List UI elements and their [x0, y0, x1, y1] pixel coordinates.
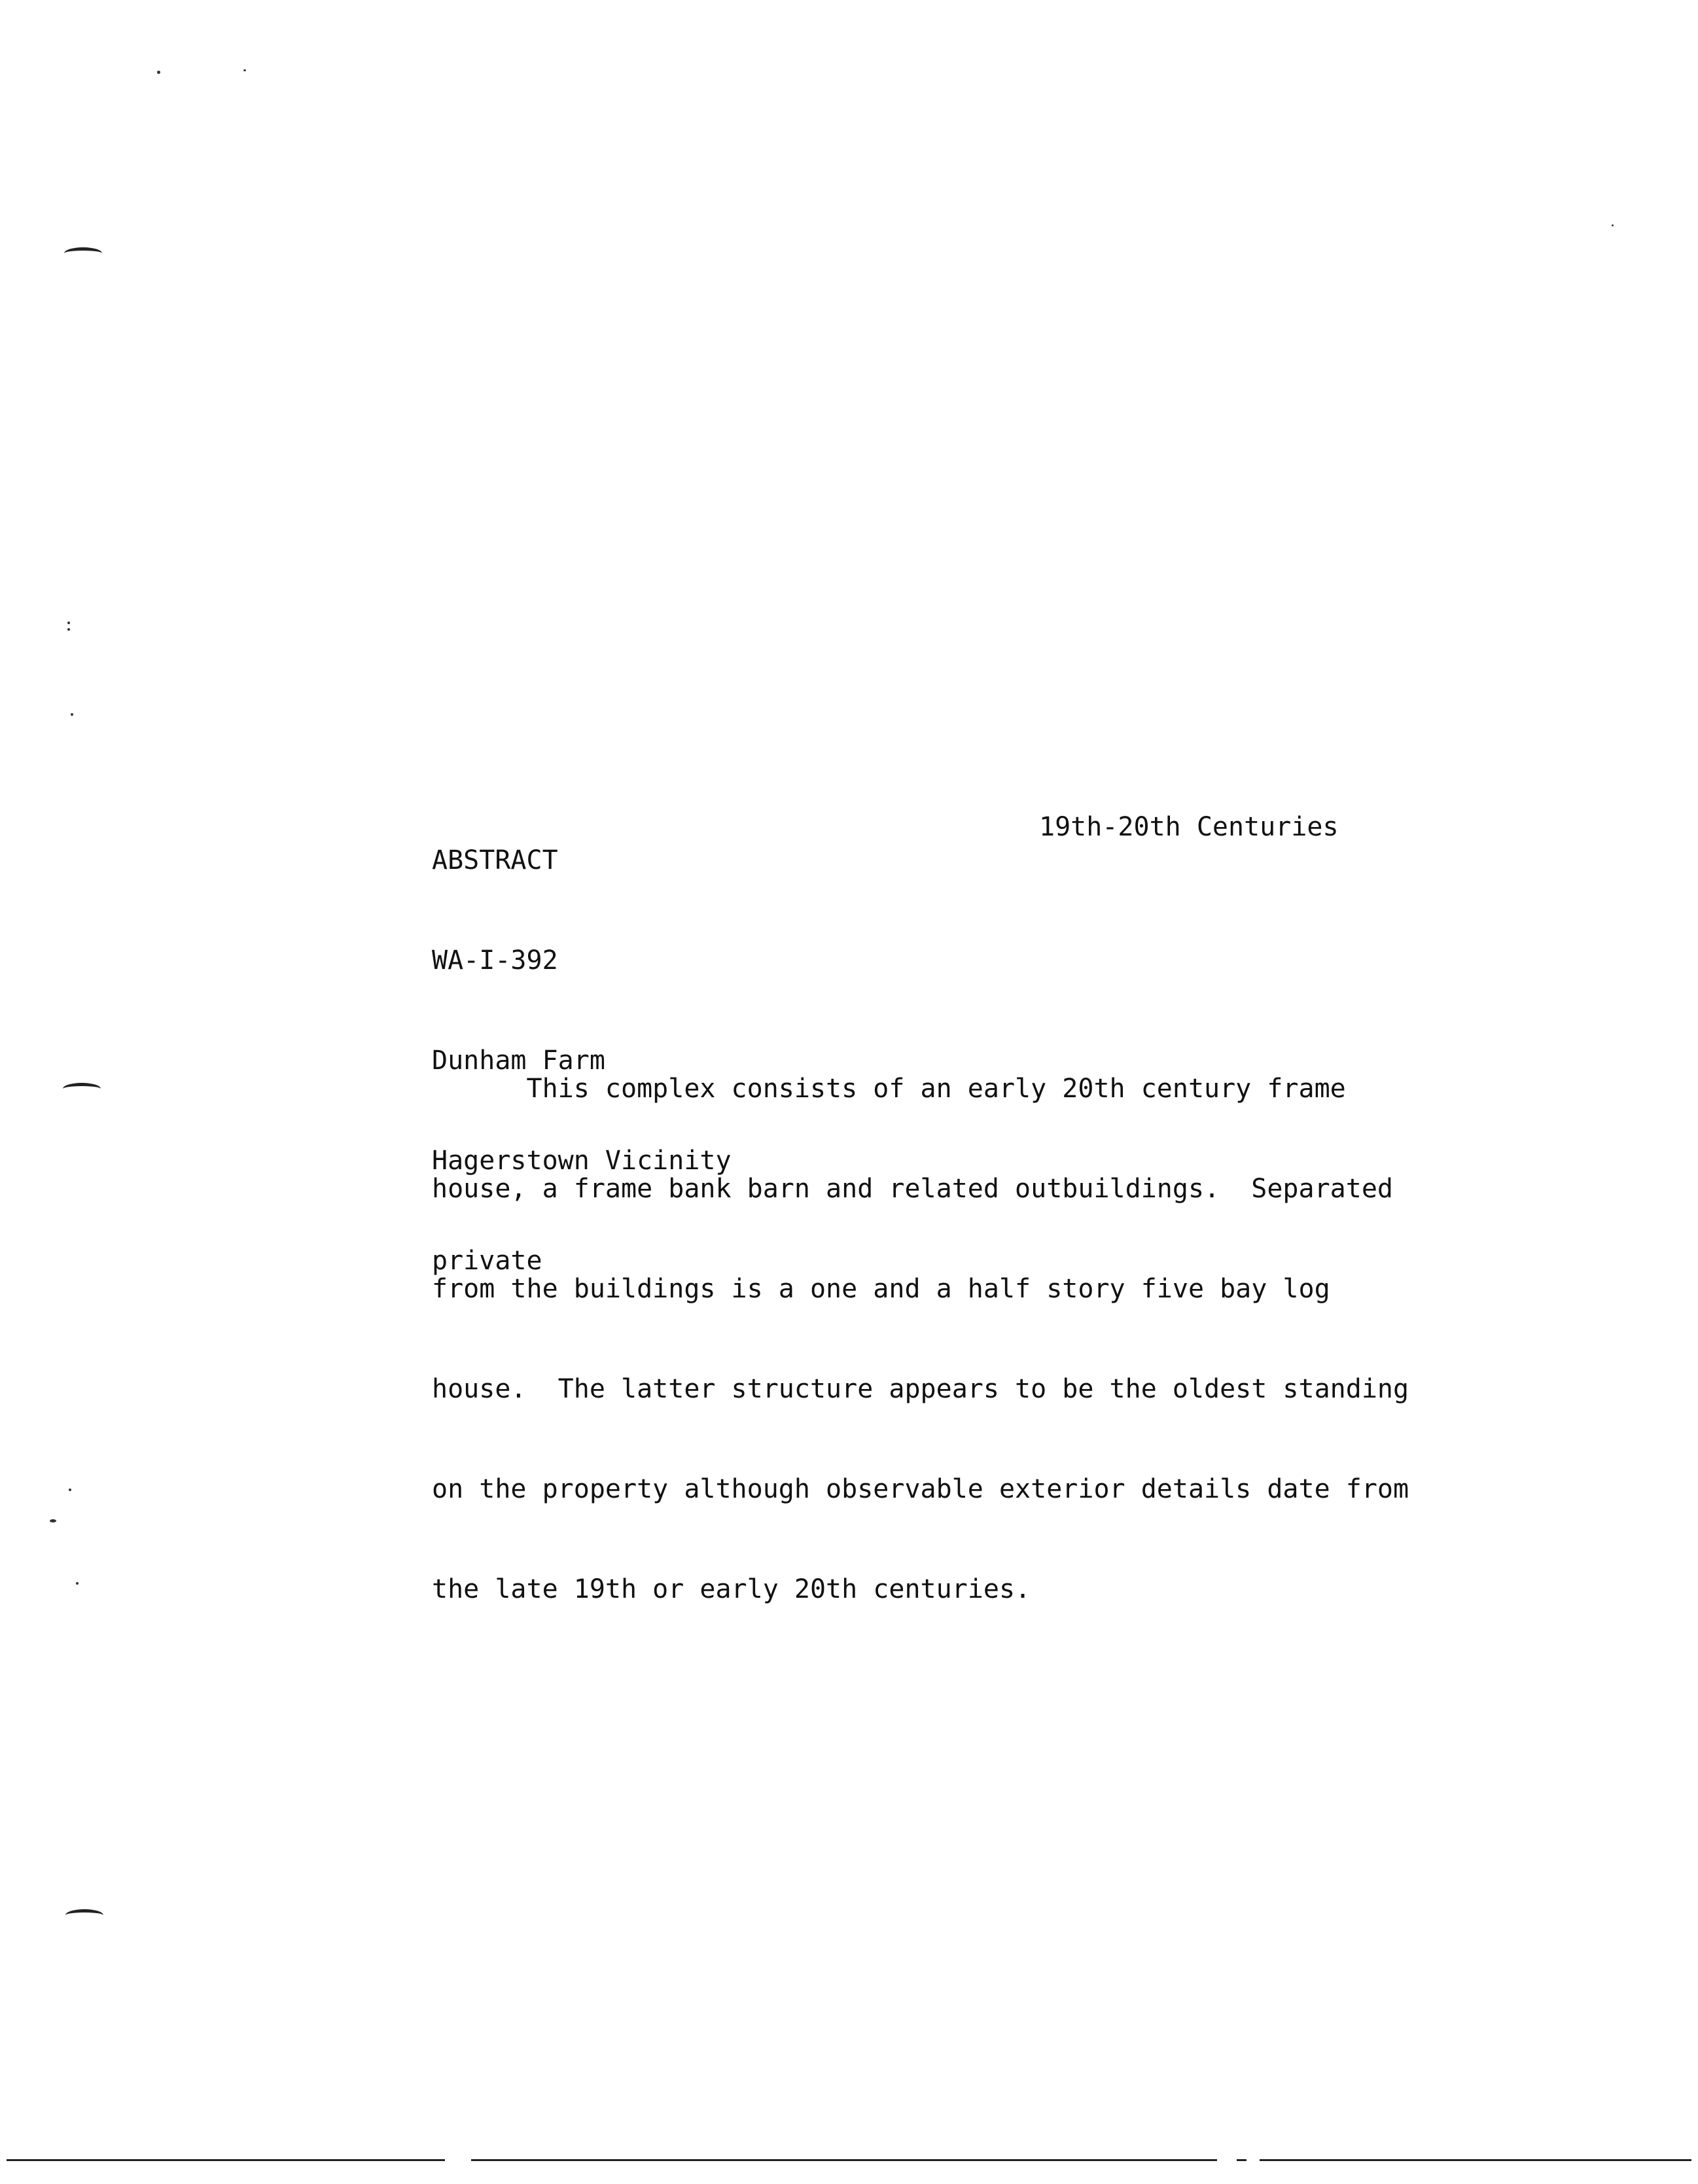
abstract-label: ABSTRACT — [432, 845, 558, 875]
inventory-number: WA-I-392 — [432, 945, 558, 976]
hole-punch-mark — [65, 1909, 103, 1916]
date-range: 19th-20th Centuries — [1039, 812, 1339, 842]
scan-speck — [1612, 224, 1614, 226]
scan-edge-gap — [1217, 2157, 1237, 2163]
scan-speck — [67, 622, 70, 624]
scan-speck — [67, 628, 70, 631]
ownership: private — [432, 1246, 542, 1276]
property-location: Hagerstown Vicinity — [432, 1146, 732, 1176]
scan-speck — [243, 69, 246, 71]
paragraph-line: This complex consists of an early 20th century frame — [432, 1074, 1346, 1104]
scan-edge-gap — [1247, 2157, 1260, 2163]
paragraph-line: house, a frame bank barn and related outbuildings. Separated — [432, 1174, 1394, 1204]
scan-speck — [76, 1582, 79, 1585]
scan-edge-gap — [445, 2157, 471, 2163]
paragraph-line: house. The latter structure appears to be the oldest standing — [432, 1374, 1409, 1404]
scan-speck — [50, 1519, 56, 1523]
paragraph-line: the late 19th or early 20th centuries. — [432, 1574, 1031, 1604]
abstract-paragraph — [432, 1006, 1409, 1673]
hole-punch-mark — [64, 247, 102, 255]
scan-speck — [69, 1488, 71, 1491]
scan-speck — [157, 71, 160, 74]
scan-speck — [71, 713, 73, 716]
paragraph-line: on the property although observable exterior details date from — [432, 1474, 1409, 1504]
hole-punch-mark — [63, 1083, 101, 1090]
property-name: Dunham Farm — [432, 1046, 605, 1076]
scan-edge-rule — [7, 2159, 1691, 2161]
paragraph-line: from the buildings is a one and a half story five bay log — [432, 1274, 1330, 1304]
